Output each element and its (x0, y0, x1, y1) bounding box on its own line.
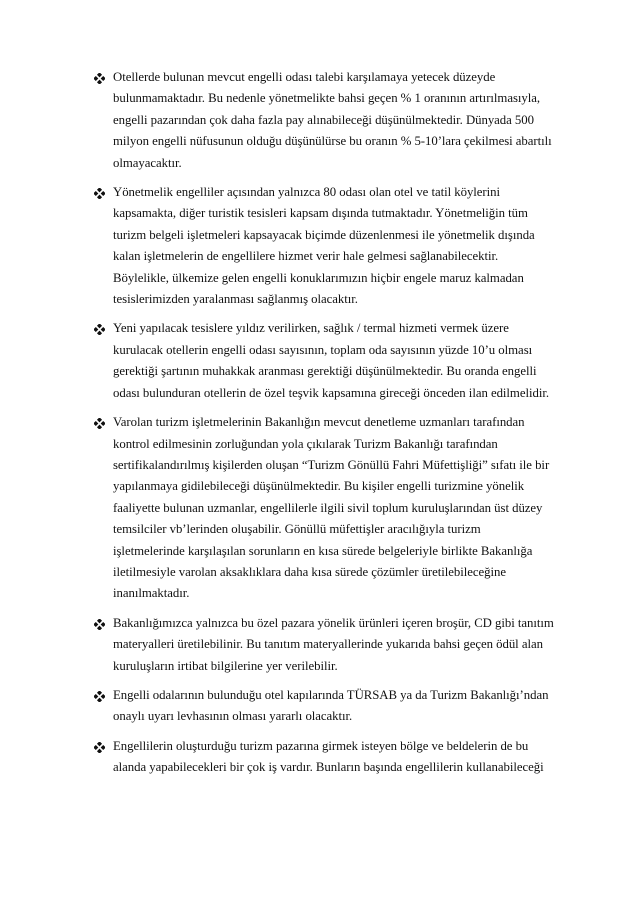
text-line: işletmelerinde karşılaşılan sorunların en kısa sürede belgeleriyle birlikte Bakanlığa (113, 543, 533, 558)
text-line: faaliyette bulunan uzmanlar, engellilerle ilgili sivil toplum kuruluşlarından üst düzey (113, 500, 543, 515)
bullet-item (93, 613, 583, 677)
bullet-list (93, 67, 583, 779)
diamond-bullet-icon (94, 691, 105, 702)
text-line: inanılmaktadır. (113, 586, 190, 601)
text-line: gerektiği şartının muhakkak aranması gerektiği düşünülmektedir. Bu oranda engelli (113, 364, 537, 379)
text-line: tesislerimizden yaralanması sağlanmış olacaktır. (113, 292, 358, 307)
text-line: Böylelikle, ülkemize gelen engelli konuklarımızın hiçbir engele maruz kalmadan (113, 270, 524, 285)
text-line: milyon engelli nüfusunun olduğu düşünülürse bu oranın % 5-10’lara çekilmesi abartılı (113, 134, 552, 149)
text-line: kuruluşların irtibat bilgilerine yer verilebilir. (113, 658, 338, 673)
text-line: temsilciler vb’lerinden oluşabilir. Gönüllü müfettişler aracılığıyla turizm (113, 522, 481, 537)
diamond-bullet-icon (94, 73, 105, 84)
text-line: kalan işletmelerin de engellilere hizmet verir hale gelmesi sağlanabilecektir. (113, 249, 499, 264)
bullet-item (93, 67, 583, 174)
bullet-item (93, 736, 583, 779)
text-line: bulunmamaktadır. Bu nedenle yönetmelikte bahsi geçen % 1 oranının artırılmasıyla, (113, 91, 541, 106)
text-line: Yeni yapılacak tesislere yıldız verilirken, sağlık / termal hizmeti vermek üzere (113, 321, 509, 336)
text-line: Engelli odalarının bulunduğu otel kapılarında TÜRSAB ya da Turizm Bakanlığı’ndan (113, 687, 549, 702)
text-line: Bakanlığımızca yalnızca bu özel pazara yönelik ürünleri içeren broşür, CD gibi tanıtım (113, 615, 554, 630)
text-line: olmayacaktır. (113, 155, 182, 170)
text-line: Varolan turizm işletmelerinin Bakanlığın mevcut denetleme uzmanları tarafından (113, 415, 525, 430)
text-line: engelli pazarından çok daha fazla pay alınabileceği düşünülmektedir. Dünyada 500 (113, 112, 534, 127)
text-line: kontrol edilmesinin zorluğundan yola çıkılarak Turizm Bakanlığı tarafından (113, 436, 498, 451)
text-line: materyalleri üretilebilinir. Bu tanıtım materyallerinde yukarıda bahsi geçen ödül alan (113, 637, 543, 652)
diamond-bullet-icon (94, 619, 105, 630)
text-line: iletilmesiyle varolan aksaklıklara daha kısa sürede çözümler üretilebileceğine (113, 564, 506, 579)
text-line: Otellerde bulunan mevcut engelli odası talebi karşılamaya yetecek düzeyde (113, 70, 496, 84)
text-line: Yönetmelik engelliler açısından yalnızca 80 odası olan otel ve tatil köylerini (113, 185, 500, 200)
text-line: sertifikalandırılmış kişilerden oluşan “Turizm Gönüllü Fahri Müfettişliği” sıfatı ile bir (113, 457, 550, 472)
text-line: odası bulunduran otellerin de özel teşvik kapsamına gireceği önceden ilan edilmelidir. (113, 385, 549, 400)
bullet-item (93, 412, 583, 605)
diamond-bullet-icon (94, 418, 105, 429)
bullet-item (93, 318, 583, 404)
diamond-bullet-icon (94, 742, 105, 753)
diamond-bullet-icon (94, 188, 105, 199)
text-line: kapsamakta, diğer turistik tesisleri kapsam dışında tutmaktadır. Yönetmeliğin tüm (113, 206, 528, 221)
diamond-bullet-icon (94, 324, 105, 335)
text-line: turizm belgeli işletmeleri kapsayacak biçimde düzenlenmesi ile yönetmelik dışında (113, 227, 535, 242)
text-line: onaylı uyarı levhasının olması yararlı olacaktır. (113, 709, 353, 724)
text-line: yapılanmaya gidilebileceği düşünülmektedir. Bu kişiler engelli turizmine yönelik (113, 479, 525, 494)
text-line: kurulacak otellerin engelli odası sayısının, toplam oda sayısının yüzde 10’u olması (113, 342, 533, 357)
text-line: Engellilerin oluşturduğu turizm pazarına girmek isteyen bölge ve beldelerin de bu (113, 738, 529, 753)
bullet-item (93, 685, 583, 728)
bullet-item (93, 182, 583, 310)
text-line: alanda yapabilecekleri bir çok iş vardır. Bunların başında engellilerin kullanabileceği (113, 760, 544, 775)
